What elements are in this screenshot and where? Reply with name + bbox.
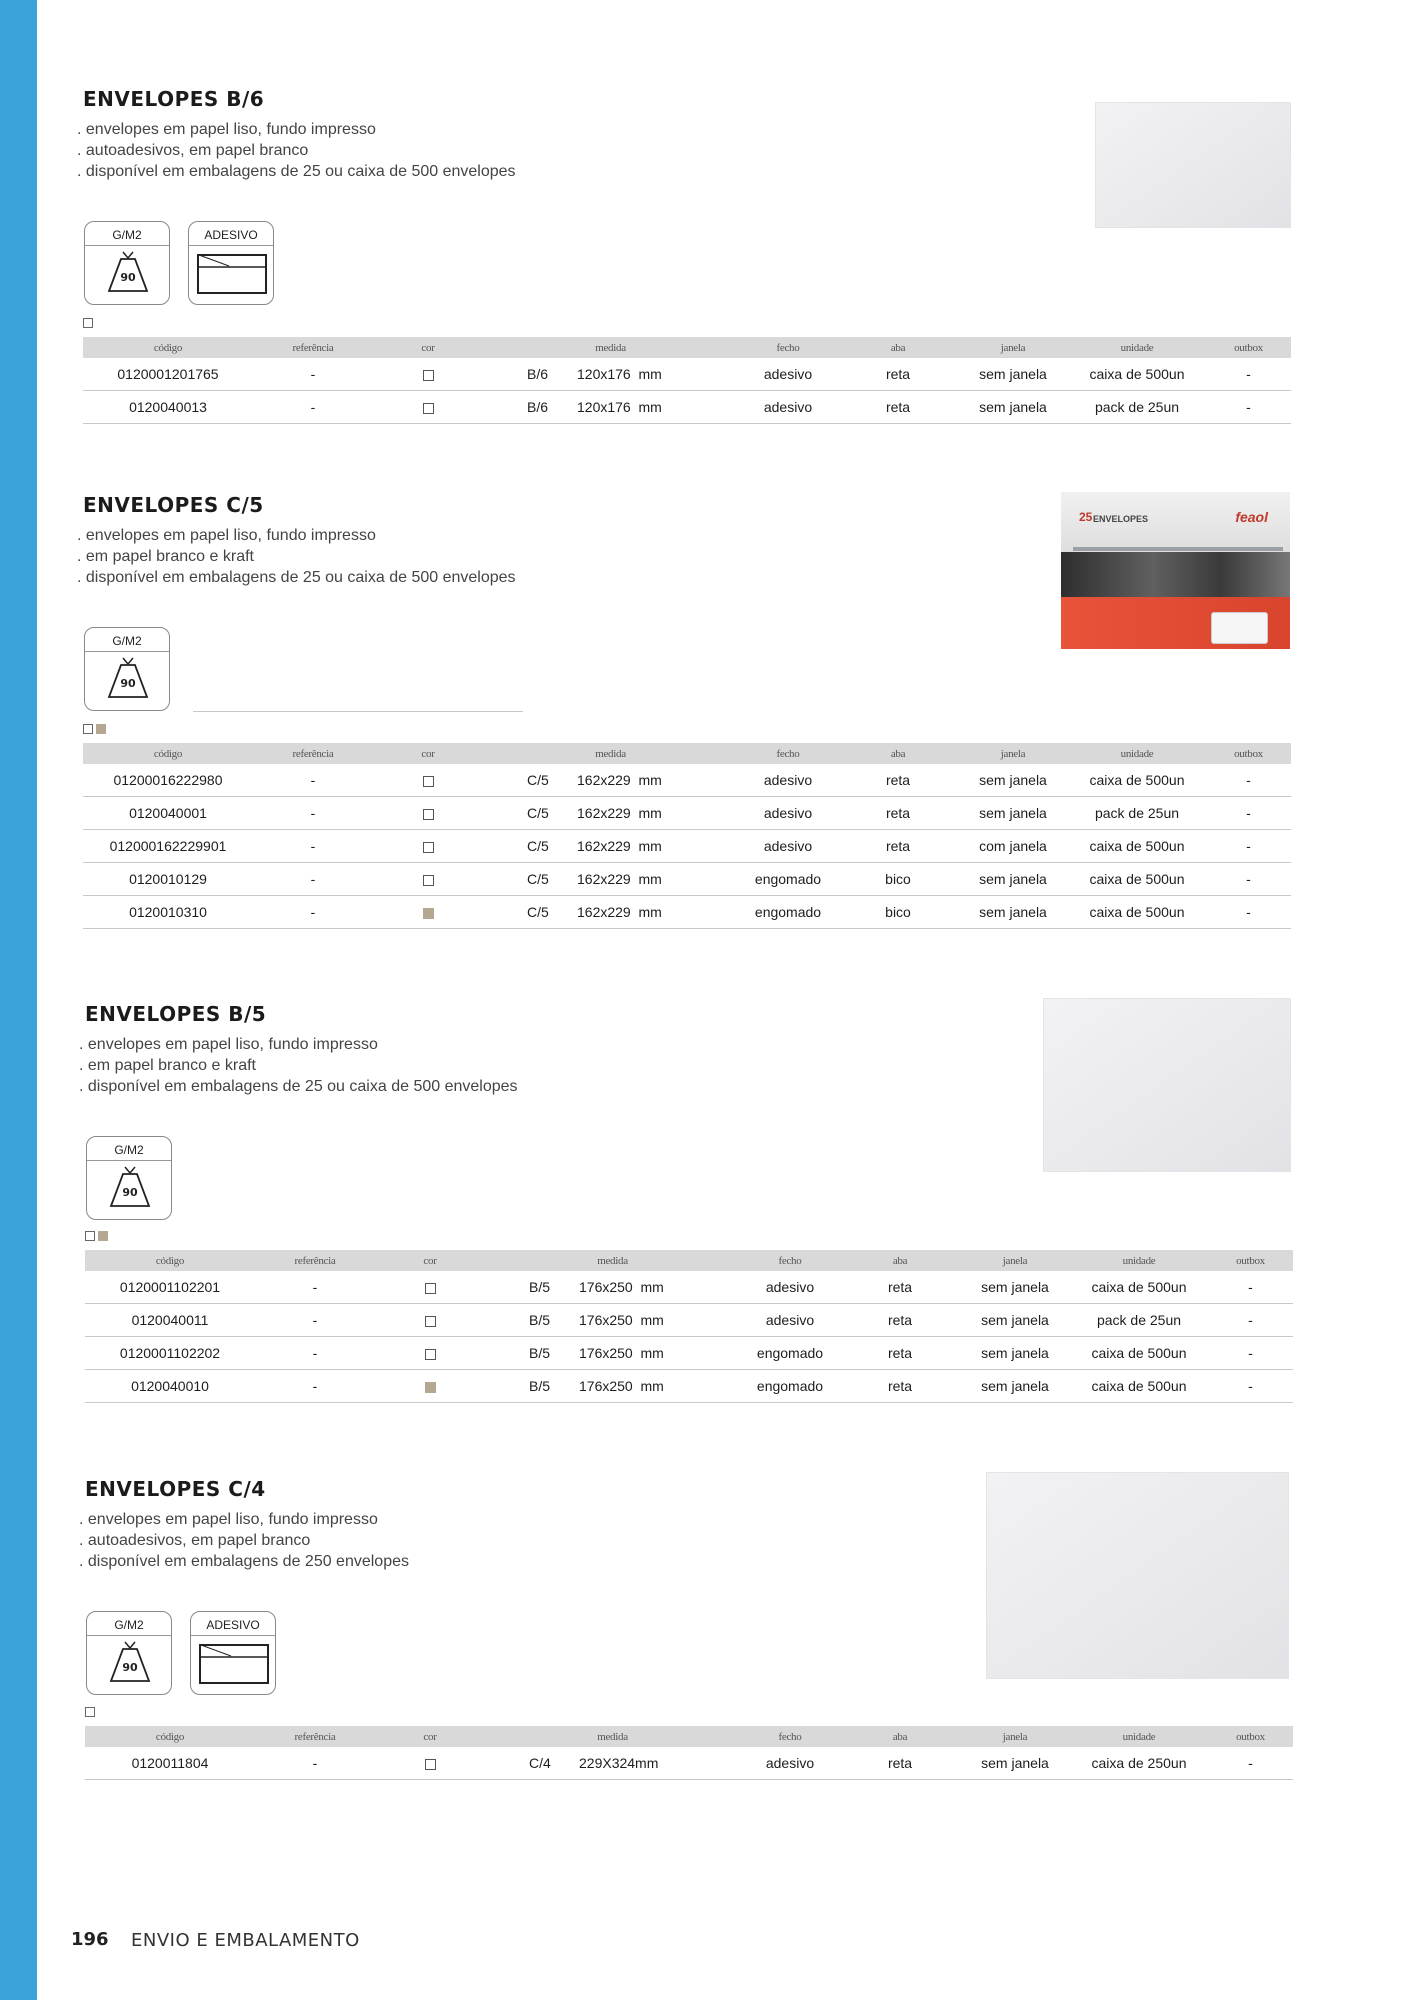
header-codigo: código — [85, 1726, 255, 1747]
format-code: C/5 — [527, 772, 549, 788]
adhesive-badge — [188, 221, 274, 305]
badge-label: ADESIVO — [191, 1617, 275, 1636]
package-count: 25 — [1079, 510, 1093, 524]
format-code: C/5 — [527, 805, 549, 821]
product-table — [83, 337, 1291, 424]
cell-aba: reta — [838, 358, 958, 391]
weight-value: 90 — [120, 271, 136, 284]
cell-aba: bico — [838, 863, 958, 896]
dimensions: 176x250 mm — [579, 1345, 664, 1361]
format-code: B/6 — [527, 399, 549, 415]
cell-outbox: - — [1206, 764, 1291, 797]
cell-outbox: - — [1208, 1747, 1293, 1780]
format-code: B/6 — [527, 366, 549, 382]
cell-referencia: - — [255, 1747, 375, 1780]
cell-referencia: - — [253, 764, 373, 797]
cell-unidade: caixa de 500un — [1068, 863, 1206, 896]
format-code: C/5 — [527, 904, 549, 920]
product-table — [83, 743, 1291, 929]
cell-medida — [485, 1304, 740, 1337]
cell-cor — [373, 863, 483, 896]
cell-unidade: caixa de 500un — [1070, 1337, 1208, 1370]
cell-medida — [485, 1271, 740, 1304]
table-row — [83, 863, 1291, 896]
cell-codigo: 0120001102201 — [85, 1271, 255, 1304]
color-swatches — [85, 1231, 108, 1241]
cell-aba: reta — [838, 391, 958, 424]
cell-codigo: 0120001201765 — [83, 358, 253, 391]
cell-medida — [483, 830, 738, 863]
header-referencia: referência — [253, 743, 373, 764]
swatch-white — [83, 318, 93, 328]
dimensions: 176x250 mm — [579, 1279, 664, 1295]
weight-badge — [84, 627, 170, 711]
header-aba: aba — [838, 743, 958, 764]
header-cor: cor — [373, 337, 483, 358]
header-outbox: outbox — [1208, 1726, 1293, 1747]
swatch-kraft — [98, 1231, 108, 1241]
table-header-row — [83, 743, 1291, 764]
cell-unidade: caixa de 500un — [1068, 358, 1206, 391]
cell-medida — [483, 896, 738, 929]
package-label: ENVELOPES — [1093, 514, 1149, 524]
description-line: . em papel branco e kraft — [77, 548, 254, 565]
description-list — [77, 525, 516, 588]
adhesive-badge — [190, 1611, 276, 1695]
cell-cor — [373, 358, 483, 391]
section-title: ENVELOPES C/4 — [85, 1477, 266, 1501]
cell-outbox: - — [1208, 1370, 1293, 1403]
table-row — [85, 1271, 1293, 1304]
badge-label: G/M2 — [87, 1617, 171, 1636]
product-image-package — [1061, 492, 1290, 649]
cell-aba: reta — [840, 1271, 960, 1304]
header-fecho: fecho — [740, 1726, 840, 1747]
cell-fecho: adesivo — [738, 358, 838, 391]
header-aba: aba — [840, 1250, 960, 1271]
header-referencia: referência — [255, 1250, 375, 1271]
cell-aba: reta — [838, 797, 958, 830]
dimensions: 176x250 mm — [579, 1312, 664, 1328]
badge-label: G/M2 — [85, 227, 169, 246]
cell-janela: sem janela — [960, 1271, 1070, 1304]
weight-value: 90 — [122, 1661, 138, 1674]
cell-fecho: adesivo — [738, 391, 838, 424]
header-cor: cor — [375, 1250, 485, 1271]
section-b5 — [79, 1002, 1295, 1422]
weight-icon — [87, 1634, 173, 1694]
dimensions: 176x250 mm — [579, 1378, 664, 1394]
cell-referencia: - — [253, 358, 373, 391]
cell-medida — [483, 764, 738, 797]
cell-fecho: adesivo — [740, 1747, 840, 1780]
color-swatch-white — [423, 776, 434, 787]
header-codigo: código — [85, 1250, 255, 1271]
header-outbox: outbox — [1206, 337, 1291, 358]
header-outbox: outbox — [1206, 743, 1291, 764]
color-swatches — [83, 724, 106, 734]
color-swatch-white — [423, 370, 434, 381]
description-list — [79, 1509, 409, 1572]
header-codigo: código — [83, 743, 253, 764]
color-swatch-white — [425, 1316, 436, 1327]
cell-codigo: 0120010310 — [83, 896, 253, 929]
product-image-envelope — [1095, 102, 1291, 228]
header-unidade: unidade — [1070, 1250, 1208, 1271]
cell-codigo: 012000162229901 — [83, 830, 253, 863]
cell-fecho: adesivo — [738, 764, 838, 797]
dimensions: 162x229 mm — [577, 805, 662, 821]
table-row — [83, 358, 1291, 391]
cell-unidade: caixa de 500un — [1068, 830, 1206, 863]
cell-janela: sem janela — [958, 391, 1068, 424]
cell-medida — [485, 1370, 740, 1403]
cell-medida — [483, 358, 738, 391]
header-unidade: unidade — [1070, 1726, 1208, 1747]
dimensions: 120x176 mm — [577, 399, 662, 415]
format-code: B/5 — [529, 1312, 551, 1328]
color-swatches — [83, 318, 93, 328]
color-swatch-white — [423, 403, 434, 414]
cell-cor — [373, 391, 483, 424]
cell-fecho: engomado — [738, 863, 838, 896]
cell-janela: sem janela — [958, 358, 1068, 391]
cell-janela: sem janela — [958, 764, 1068, 797]
chapter-title: ENVIO E EMBALAMENTO — [131, 1930, 360, 1951]
table-row — [85, 1337, 1293, 1370]
cell-janela: sem janela — [958, 896, 1068, 929]
cell-referencia: - — [253, 797, 373, 830]
description-line: . disponível em embalagens de 250 envelopes — [79, 1553, 409, 1570]
header-janela: janela — [960, 1250, 1070, 1271]
section-title: ENVELOPES B/6 — [83, 87, 265, 111]
cell-cor — [375, 1304, 485, 1337]
cell-cor — [373, 764, 483, 797]
dimensions: 162x229 mm — [577, 904, 662, 920]
swatch-kraft — [96, 724, 106, 734]
description-list — [79, 1034, 518, 1097]
cell-janela: sem janela — [960, 1370, 1070, 1403]
cell-unidade: pack de 25un — [1070, 1304, 1208, 1337]
header-fecho: fecho — [738, 337, 838, 358]
cell-referencia: - — [255, 1271, 375, 1304]
table-row — [83, 896, 1291, 929]
swatch-white — [83, 724, 93, 734]
format-code: C/5 — [527, 871, 549, 887]
left-color-bar — [0, 0, 37, 2000]
table-row — [85, 1304, 1293, 1337]
cell-unidade: caixa de 500un — [1070, 1370, 1208, 1403]
table-header-row — [85, 1250, 1293, 1271]
cell-cor — [375, 1747, 485, 1780]
table-row — [83, 830, 1291, 863]
cell-referencia: - — [253, 391, 373, 424]
dimensions: 120x176 mm — [577, 366, 662, 382]
cell-unidade: caixa de 500un — [1068, 896, 1206, 929]
color-swatch-kraft — [425, 1382, 436, 1393]
section-title: ENVELOPES C/5 — [83, 493, 264, 517]
weight-badge — [84, 221, 170, 305]
badge-label: G/M2 — [85, 633, 169, 652]
cell-codigo: 0120011804 — [85, 1747, 255, 1780]
cell-fecho: engomado — [740, 1370, 840, 1403]
color-swatch-white — [423, 809, 434, 820]
cell-outbox: - — [1208, 1337, 1293, 1370]
cell-referencia: - — [253, 863, 373, 896]
cell-referencia: - — [255, 1337, 375, 1370]
description-line: . envelopes em papel liso, fundo impresso — [77, 527, 376, 544]
table-header-row — [85, 1726, 1293, 1747]
cell-aba: reta — [838, 830, 958, 863]
color-swatches — [85, 1707, 95, 1717]
table-row — [85, 1370, 1293, 1403]
cell-fecho: adesivo — [740, 1304, 840, 1337]
color-swatch-white — [423, 875, 434, 886]
header-janela: janela — [958, 743, 1068, 764]
header-aba: aba — [840, 1726, 960, 1747]
cell-codigo: 01200016222980 — [83, 764, 253, 797]
badge-label: G/M2 — [87, 1142, 171, 1161]
package-flap — [1073, 547, 1283, 551]
cell-medida — [485, 1747, 740, 1780]
description-line: . disponível em embalagens de 25 ou caixa de 500 envelopes — [77, 569, 516, 586]
header-medida: medida — [483, 337, 738, 358]
cell-codigo: 0120040010 — [85, 1370, 255, 1403]
dimensions: 162x229 mm — [577, 871, 662, 887]
dimensions: 162x229 mm — [577, 838, 662, 854]
dimensions: 229X324mm — [579, 1755, 659, 1771]
cell-unidade: pack de 25un — [1068, 391, 1206, 424]
table-row — [83, 391, 1291, 424]
weight-icon — [87, 1159, 173, 1219]
cell-medida — [485, 1337, 740, 1370]
cell-fecho: engomado — [738, 896, 838, 929]
cell-aba: reta — [840, 1370, 960, 1403]
cell-referencia: - — [253, 896, 373, 929]
cell-fecho: engomado — [740, 1337, 840, 1370]
cell-outbox: - — [1208, 1271, 1293, 1304]
badge-label: ADESIVO — [189, 227, 273, 246]
cell-aba: reta — [840, 1747, 960, 1780]
product-table — [85, 1726, 1293, 1780]
cell-outbox: - — [1206, 358, 1291, 391]
cell-referencia: - — [255, 1370, 375, 1403]
section-title: ENVELOPES B/5 — [85, 1002, 267, 1026]
header-medida: medida — [483, 743, 738, 764]
cell-outbox: - — [1206, 797, 1291, 830]
cell-outbox: - — [1208, 1304, 1293, 1337]
description-line: . disponível em embalagens de 25 ou caixa de 500 envelopes — [77, 163, 516, 180]
cell-fecho: adesivo — [738, 797, 838, 830]
cell-janela: sem janela — [960, 1337, 1070, 1370]
header-unidade: unidade — [1068, 337, 1206, 358]
cell-outbox: - — [1206, 863, 1291, 896]
cell-cor — [373, 896, 483, 929]
cell-outbox: - — [1206, 896, 1291, 929]
header-cor: cor — [375, 1726, 485, 1747]
cell-unidade: pack de 25un — [1068, 797, 1206, 830]
swatch-white — [85, 1231, 95, 1241]
color-swatch-white — [425, 1759, 436, 1770]
description-line: . envelopes em papel liso, fundo impresso — [79, 1511, 378, 1528]
table-row — [83, 764, 1291, 797]
weight-value: 90 — [122, 1186, 138, 1199]
header-referencia: referência — [255, 1726, 375, 1747]
cell-janela: com janela — [958, 830, 1068, 863]
divider-line — [193, 711, 523, 712]
envelope-icon — [191, 1634, 277, 1694]
cell-janela: sem janela — [960, 1304, 1070, 1337]
cell-unidade: caixa de 250un — [1070, 1747, 1208, 1780]
color-swatch-kraft — [423, 908, 434, 919]
cell-outbox: - — [1206, 391, 1291, 424]
color-swatch-white — [425, 1349, 436, 1360]
cell-codigo: 0120040011 — [85, 1304, 255, 1337]
header-fecho: fecho — [738, 743, 838, 764]
color-swatch-white — [423, 842, 434, 853]
header-cor: cor — [373, 743, 483, 764]
cell-referencia: - — [255, 1304, 375, 1337]
header-janela: janela — [958, 337, 1068, 358]
cell-outbox: - — [1206, 830, 1291, 863]
package-envelope-icon — [1211, 612, 1268, 644]
cell-medida — [483, 863, 738, 896]
header-fecho: fecho — [740, 1250, 840, 1271]
weight-badge — [86, 1611, 172, 1695]
table-row — [83, 797, 1291, 830]
header-unidade: unidade — [1068, 743, 1206, 764]
table-row — [85, 1747, 1293, 1780]
cell-cor — [375, 1271, 485, 1304]
swatch-white — [85, 1707, 95, 1717]
header-codigo: código — [83, 337, 253, 358]
cell-cor — [375, 1337, 485, 1370]
cell-codigo: 0120001102202 — [85, 1337, 255, 1370]
cell-cor — [373, 830, 483, 863]
color-swatch-white — [425, 1283, 436, 1294]
header-medida: medida — [485, 1250, 740, 1271]
format-code: B/5 — [529, 1279, 551, 1295]
cell-janela: sem janela — [958, 797, 1068, 830]
description-list — [77, 119, 516, 182]
package-photo-band — [1061, 552, 1290, 597]
cell-aba: bico — [838, 896, 958, 929]
cell-janela: sem janela — [960, 1747, 1070, 1780]
cell-unidade: caixa de 500un — [1070, 1271, 1208, 1304]
cell-fecho: adesivo — [738, 830, 838, 863]
cell-aba: reta — [838, 764, 958, 797]
weight-icon — [85, 244, 171, 304]
section-b6 — [77, 87, 1293, 427]
format-code: C/5 — [527, 838, 549, 854]
cell-codigo: 0120040001 — [83, 797, 253, 830]
description-line: . autoadesivos, em papel branco — [79, 1532, 311, 1549]
weight-badge — [86, 1136, 172, 1220]
cell-codigo: 0120010129 — [83, 863, 253, 896]
weight-value: 90 — [120, 677, 136, 690]
product-image-envelope — [986, 1472, 1289, 1679]
cell-fecho: adesivo — [740, 1271, 840, 1304]
cell-aba: reta — [840, 1337, 960, 1370]
header-janela: janela — [960, 1726, 1070, 1747]
weight-icon — [85, 650, 171, 710]
package-brand-logo: feaol — [1235, 509, 1268, 525]
format-code: B/5 — [529, 1345, 551, 1361]
description-line: . autoadesivos, em papel branco — [77, 142, 309, 159]
page-number: 196 — [71, 1929, 109, 1950]
product-image-envelope — [1043, 998, 1291, 1172]
product-table — [85, 1250, 1293, 1403]
cell-unidade: caixa de 500un — [1068, 764, 1206, 797]
header-referencia: referência — [253, 337, 373, 358]
description-line: . disponível em embalagens de 25 ou caixa de 500 envelopes — [79, 1078, 518, 1095]
header-medida: medida — [485, 1726, 740, 1747]
cell-cor — [373, 797, 483, 830]
header-outbox: outbox — [1208, 1250, 1293, 1271]
format-code: B/5 — [529, 1378, 551, 1394]
dimensions: 162x229 mm — [577, 772, 662, 788]
cell-cor — [375, 1370, 485, 1403]
description-line: . envelopes em papel liso, fundo impresso — [77, 121, 376, 138]
cell-medida — [483, 391, 738, 424]
description-line: . em papel branco e kraft — [79, 1057, 256, 1074]
table-header-row — [83, 337, 1291, 358]
cell-medida — [483, 797, 738, 830]
envelope-icon — [189, 244, 275, 304]
format-code: C/4 — [529, 1755, 551, 1771]
section-c4 — [79, 1477, 1295, 1797]
description-line: . envelopes em papel liso, fundo impresso — [79, 1036, 378, 1053]
header-aba: aba — [838, 337, 958, 358]
cell-codigo: 0120040013 — [83, 391, 253, 424]
cell-aba: reta — [840, 1304, 960, 1337]
cell-janela: sem janela — [958, 863, 1068, 896]
cell-referencia: - — [253, 830, 373, 863]
